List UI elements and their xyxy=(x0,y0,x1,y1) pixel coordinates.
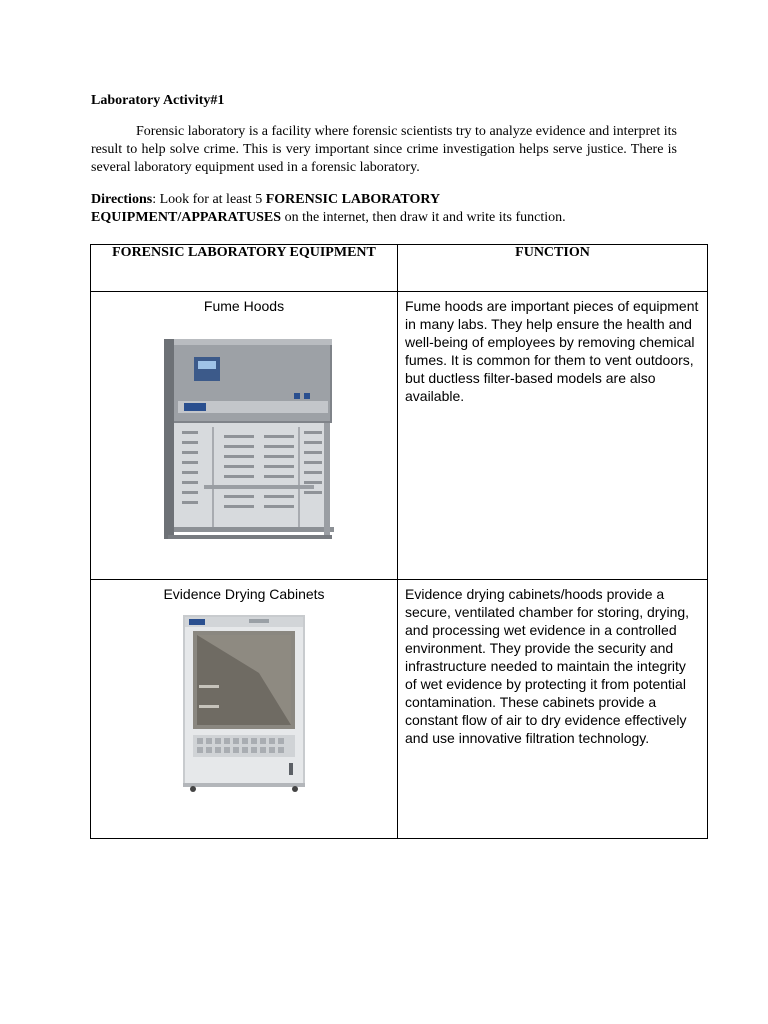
document-title: Laboratory Activity#1 xyxy=(91,93,225,108)
equipment-cell xyxy=(91,292,398,580)
function-text: Fume hoods are important pieces of equipment in many labs. They help ensure the health and well-being of employees by removing chemical fumes. It is common for them to vent outdoors, but ductless filter-based models are also available. xyxy=(405,298,699,404)
directions-text-a: : Look for at least 5 xyxy=(152,192,266,207)
equipment-name: Fume Hoods xyxy=(203,298,285,314)
directions-text-b: on the internet, then draw it and write its function. xyxy=(281,210,566,225)
function-cell xyxy=(398,580,708,839)
directions-bold: FORENSIC LABORATORY EQUIPMENT/APPARATUSES xyxy=(91,192,440,225)
function-cell xyxy=(398,292,708,580)
table-row xyxy=(91,292,708,580)
equipment-table xyxy=(90,244,708,839)
directions-paragraph xyxy=(91,191,631,227)
equipment-name: Evidence Drying Cabinets xyxy=(163,586,325,602)
equipment-cell xyxy=(91,580,398,839)
fume-hood-image xyxy=(144,335,344,545)
header-equipment: FORENSIC LABORATORY EQUIPMENT xyxy=(91,245,398,292)
intro-paragraph: Forensic laboratory is a facility where forensic scientists try to analyze evidence and interpret its result to help solve crime. This is very important since crime investigation helps serve justice. There is several laboratory equipment used in a forensic laboratory. xyxy=(91,124,677,175)
directions-label: Directions xyxy=(91,192,153,207)
table-row xyxy=(91,580,708,839)
drying-cabinet-image xyxy=(179,613,309,793)
header-function: FUNCTION xyxy=(398,245,708,292)
function-text: Evidence drying cabinets/hoods provide a secure, ventilated chamber for storing, drying, and processing wet evidence in a controlled environment. They provide the security and infrastructure needed to maintain the integrity of wet evidence by protecting it from potential contamination. These cabinets provide a constant flow of air to dry evidence effectively and use innovative filtration technology. xyxy=(405,586,690,746)
